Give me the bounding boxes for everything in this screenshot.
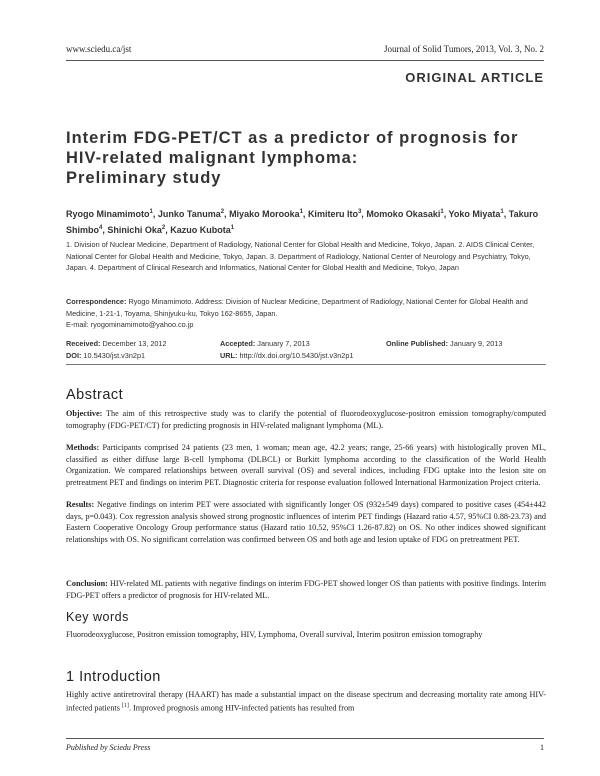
- author-affiliation-number: 1: [149, 209, 153, 215]
- page-footer: [66, 738, 544, 757]
- author-affiliation-number: 2: [161, 225, 166, 231]
- correspondence-text: Ryogo Minamimoto. Address: Division of Nuclear Medicine, Department of Radiology, National Center for Global Health and Medicine, 1-21-1, Toyama, Shinjyuku-ku, Tokyo 162-8655, Japan.: [66, 297, 528, 318]
- introduction-heading: 1 Introduction: [66, 669, 161, 685]
- author-affiliation-number: 3: [357, 209, 362, 215]
- publisher: Published by Sciedu Press: [66, 743, 151, 752]
- author-name: Junko Tanuma: [157, 209, 221, 219]
- doi: DOI: 10.5430/jst.v3n2p1: [66, 350, 146, 360]
- title-line-1: Interim FDG-PET/CT as a predictor of prognosis for: [66, 129, 519, 147]
- article-type: ORIGINAL ARTICLE: [405, 70, 544, 85]
- author-list: Ryogo Minamimoto$^1$, Junko Tanuma$^2$, Miyako Morooka$^1$, Kimiteru Ito$^3$, Momoko Okasaki$^1$, Yoko Miyata$^1$, Takuro Shimbo$^4$, Shinichi Oka$^2$, Kazuo Kubota$^1$: [66, 209, 539, 235]
- correspondence: [66, 296, 546, 331]
- paper-title: [66, 128, 546, 188]
- divider: [66, 364, 546, 365]
- publication-dates: [66, 338, 546, 361]
- abstract-methods: Methods: Participants comprised 24 patients (23 men, 1 woman; mean age, 42.2 years; range, 25-66 years) with histologically proven ML, classified as either diffuse large B-cell lymphoma (DLBCL) or Burkitt lymphoma according to the classification of the World Health Organization. We compared relationships between overall survival (OS) and several indices, including FDG uptake into the lesion site on pretreatment PET and findings on interim PET. Diagnostic criteria for response evaluation followed International Harmonization Project criteria.: [66, 443, 546, 487]
- author-name: Yoko Miyata: [448, 209, 501, 219]
- author-affiliation-number: 2: [220, 209, 225, 215]
- page-number: 1: [540, 743, 544, 752]
- abstract-objective: Objective: The aim of this retrospective study was to clarify the potential of fluorodeoxyglucose-positron emission tomography/computed tomography (FDG-PET/CT) for predicting prognosis in HIV-related malignant lymphoma (ML).: [66, 409, 546, 430]
- keywords-heading: Key words: [66, 610, 129, 624]
- abstract-conclusion: Conclusion: HIV-related ML patients with negative findings on interim FDG-PET showed longer OS than patients with positive findings. Interim FDG-PET offers a predictor of prognosis for HIV-related ML.: [66, 579, 546, 600]
- correspondence-label: Correspondence:: [66, 297, 127, 306]
- doi-url[interactable]: URL: http://dx.doi.org/10.5430/jst.v3n2p1: [220, 350, 354, 360]
- author-name: Kazuo Kubota: [170, 225, 231, 235]
- accepted-date: Accepted: January 7, 2013: [220, 339, 310, 348]
- correspondence-email[interactable]: E-mail: ryogominamimoto@yahoo.co.jp: [66, 320, 194, 329]
- author-name: Takuro Shimbo: [66, 209, 539, 235]
- author-name: Miyako Morooka: [229, 209, 300, 219]
- author-affiliation-number: 1: [440, 209, 444, 215]
- title-line-2: HIV-related malignant lymphoma:: [66, 149, 359, 167]
- abstract-heading: Abstract: [66, 387, 124, 403]
- author-name: Ryogo Minamimoto: [66, 209, 150, 219]
- author-name: Kimiteru Ito: [307, 209, 358, 219]
- online-published-date: Online Published: January 9, 2013: [386, 339, 503, 348]
- abstract-results: Results: Negative findings on interim PET were associated with significantly longer OS (932±549 days) compared to positive cases (454±442 days, p=0.043). Cox regression analysis showed strong prognostic influences of interim PET findings (Hazard ratio 4.57, 95%CI 0.88-23.73) and Eastern Cooperative Oncology Group performance status (Hazard ratio 10.52, 95%CI 1.26-87.82) on OS. No other indices showed significant relationships with OS. No significant correlation was confirmed between OS and both age and lesion uptake of FDG on pretreatment PET.: [66, 500, 546, 544]
- author-affiliation-number: 1: [500, 209, 504, 215]
- citation-ref[interactable]: [1]: [121, 702, 129, 709]
- author-name: Shinichi Oka: [107, 225, 162, 235]
- journal-citation: Journal of Solid Tumors, 2013, Vol. 3, No. 2: [384, 44, 544, 54]
- author-affiliation-number: 4: [99, 225, 103, 231]
- introduction-text: Highly active antiretroviral therapy (HAART) has made a substantial impact on the disease spectrum and decreasing mortality rate among HIV-infected patients [1]. Improved prognosis among HIV-infected patients has resulted from: [66, 690, 546, 713]
- author-affiliation-number: 1: [230, 225, 235, 231]
- author-name: Momoko Okasaki: [366, 209, 441, 219]
- author-affiliation-number: 1: [299, 209, 303, 215]
- affiliations: 1. Division of Nuclear Medicine, Department of Radiology, National Center for Global Health and Medicine, Tokyo, Japan. 2. AIDS Clinical Center, National Center for Global Health and Medicine, Tokyo, Japan. 3. Department of Radiology, National Center of Neurology and Psychiatry, Tokyo, Japan. 4. Department of Clinical Research and Informatics, National Center for Global Health and Medicine, Tokyo, Japan: [66, 240, 535, 272]
- journal-url[interactable]: www.sciedu.ca/jst: [66, 44, 132, 54]
- keywords-text: Fluorodeoxyglucose, Positron emission tomography, HIV, Lymphoma, Overall survival, Interim positron emission tomography: [66, 630, 483, 639]
- running-header: [66, 44, 544, 61]
- received-date: Received: December 13, 2012: [66, 339, 167, 348]
- title-line-3: Preliminary study: [66, 169, 222, 187]
